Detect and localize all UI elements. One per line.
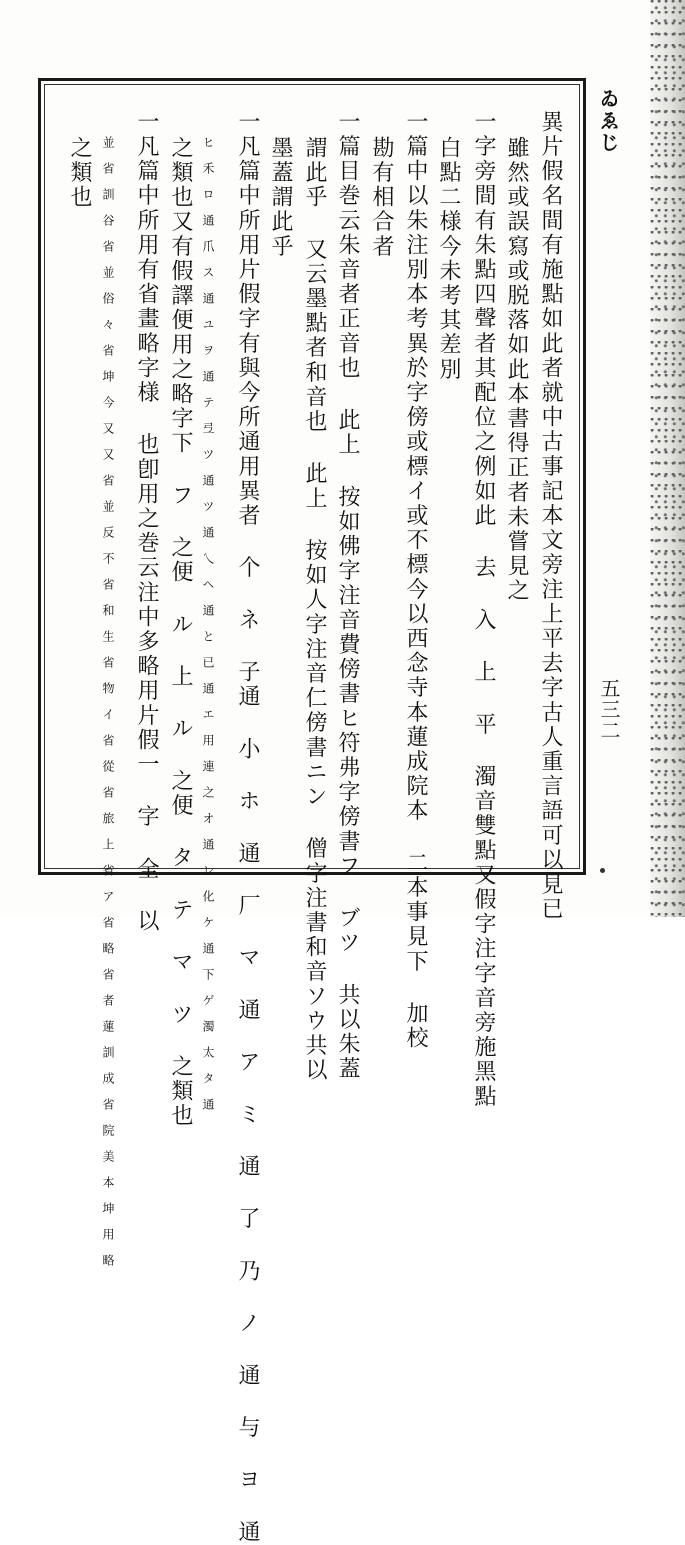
text-column: 勘有相合者	[369, 136, 394, 259]
running-header: ゐゑじ	[596, 88, 620, 154]
text-column: 之類也又有假譯便用之略字下 フ 之便 ル 上 ル 之便 タ テ マ ツ 之類也	[168, 136, 193, 1129]
main-text	[52, 110, 582, 1545]
text-column: 雖然或誤寫或脱落如此本書得正者未嘗見之	[504, 136, 529, 604]
text-column: 一凡篇中所用片假字有與今所通用異者 个 ネ 子通 小 ホ 通 厂 マ 通 ア ミ 通 了 乃 ノ 通 与 ヨ 通	[235, 110, 260, 1545]
page-edge-shadow	[650, 0, 685, 917]
text-column: 異片假名間有施點如此者就中古事記本文旁注上平去字古人重言語可以見已	[538, 110, 563, 922]
text-column: 一篇中以朱注別本考異於字傍或標イ或不標今以西念寺本蓮成院本 二本事見下 加校	[403, 110, 428, 1051]
page-number: 五三二	[597, 678, 621, 741]
text-column-annotation: ヒ 禾 ロ 通 爪 ス 通 ユ ヲ 通 テ 弖 ツ 通 ツ 通 乀 ヘ 通 と 已 通 エ 用 連 之 オ 通 レ 化 ケ 通 下 ゲ 濁 太 タ 通	[201, 136, 215, 1110]
text-column-annotation: 並 省 訓 谷 省 並 俗 々 省 坤 今 又 又 省 並 反 不 省 和 生 省 物 イ 省 從 省 旅 上 省 ア 省 略 省 者 蓮 訓 成 省 院 美 本 坤 用 略	[101, 136, 115, 1266]
text-column: 墨蓋謂此乎	[268, 136, 293, 259]
text-column: 白點二様今未考其差別	[436, 136, 461, 382]
text-column: 一凡篇中所用有省畫略字様 也卽用之巻云注中多略用片假一 字 全 以	[134, 110, 159, 934]
text-column: 一篇目巻云朱音者正音也 此上 按如佛字注音費傍書ヒ符弗字傍書フ ブツ 共以朱蓋	[335, 110, 360, 1082]
text-column: 一字旁間有朱點四聲者其配位之例如此 去 入 上 平 濁音雙點又假字注字音旁施黑點	[471, 110, 496, 1109]
ink-mark	[600, 868, 605, 873]
text-column: 之類也	[67, 136, 92, 210]
text-column: 謂此乎 又云墨點者和音也 此上 按如人字注音仁傍書ニン 僧字注書和音ソウ共以	[302, 136, 327, 1083]
